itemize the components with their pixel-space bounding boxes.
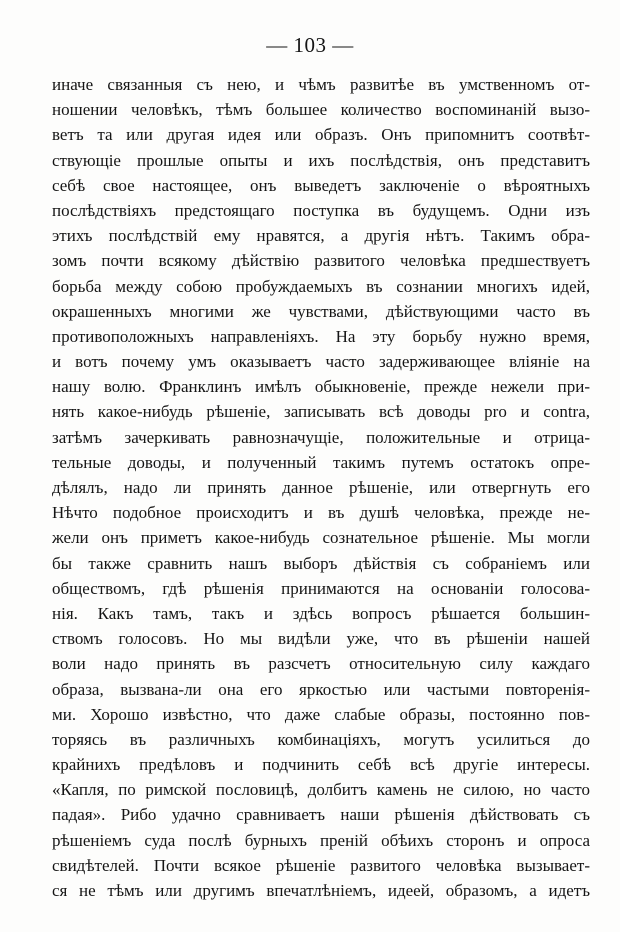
text-line: жели онъ приметъ какое-нибудь сознательное рѣшеніе. Мы могли [52,528,590,548]
text-line: падая». Рибо удачно сравниваетъ наши рѣшенія дѣйствовать съ [52,805,590,825]
text-line: этихъ послѣдствій ему нравятся, а другія нѣтъ. Такимъ обра- [52,226,590,246]
text-line: и вотъ почему умъ оказываетъ часто задерживающее вліяніе на [52,352,590,372]
text-line: иначе связанныя съ нею, и чѣмъ развитѣе въ умственномъ от- [52,75,590,94]
text-line: затѣмъ зачеркивать равнозначущіе, положительные и отрица- [52,427,590,447]
text-line: рѣшеніемъ суда послѣ бурныхъ преній обѣихъ сторонъ и опроса [52,830,590,850]
text-line: ми. Хорошо извѣстно, что даже слабые образы, постоянно пов- [52,704,590,724]
text-line: ствующіе прошлые опыты и ихъ послѣдствія, онъ представитъ [52,150,590,170]
text-line: воли надо принять въ разсчетъ относительную силу каждаго [52,654,590,674]
text-line: крайнихъ предѣловъ и подчинить себѣ всѣ другіе интересы. [52,755,590,775]
text-line: себѣ свое настоящее, онъ выведетъ заключеніе о вѣроятныхъ [52,175,590,195]
text-line: нія. Какъ тамъ, такъ и здѣсь вопросъ рѣшается большин- [52,603,590,623]
text-line: образа, вызвана-ли она его яркостью или частыми повторенія- [52,679,590,699]
text-line: ся не тѣмъ или другимъ впечатлѣніемъ, идеей, образомъ, а идетъ [52,881,590,900]
text-line: окрашенныхъ многими же чувствами, дѣйствующими часто въ [52,301,590,321]
text-line: тельные доводы, и полученный такимъ путемъ остатокъ опре- [52,452,590,472]
body-text [52,72,590,903]
text-line: торяясь въ различныхъ комбинаціяхъ, могутъ усилиться до [52,729,590,749]
text-line: борьба между собою пробуждаемыхъ въ сознании многихъ идей, [52,276,590,296]
text-line: нашу волю. Франклинъ имѣлъ обыкновеніе, прежде нежели при- [52,377,590,397]
text-line: зомъ почти всякому дѣйствію развитого человѣка предшествуетъ [52,251,590,271]
text-line: обществомъ, гдѣ рѣшенія принимаются на основаніи голосова- [52,578,590,598]
text-line: дѣлялъ, надо ли принять данное рѣшеніе, или отвергнуть его [52,478,590,497]
text-line: ношении человѣкъ, тѣмъ большее количество воспоминаній вызо- [52,100,590,120]
text-line: ствомъ голосовъ. Но мы видѣли уже, что въ рѣшеніи нашей [52,629,590,649]
text-line: свидѣтелей. Почти всякое рѣшеніе развитого человѣка вызывает- [52,855,590,875]
text-line: «Капля, по римской пословицѣ, долбитъ камень не силою, но часто [52,780,590,800]
text-line: Нѣчто подобное происходитъ и въ душѣ человѣка, прежде не- [52,503,590,523]
text-line: противоположныхъ направленіяхъ. На эту борьбу нужно время, [52,326,590,346]
text-line: ветъ та или другая идея или образъ. Онъ припомнитъ соотвѣт- [52,125,590,145]
text-line: нять какое-нибудь рѣшеніе, записывать всѣ доводы pro и contra, [52,402,590,422]
page-number: — 103 — [266,33,354,57]
text-line: послѣдствіяхъ предстоящаго поступка въ будущемъ. Одни изъ [52,200,590,220]
text-line: бы также сравнить нашъ выборъ дѣйствія съ собраніемъ или [52,553,590,573]
